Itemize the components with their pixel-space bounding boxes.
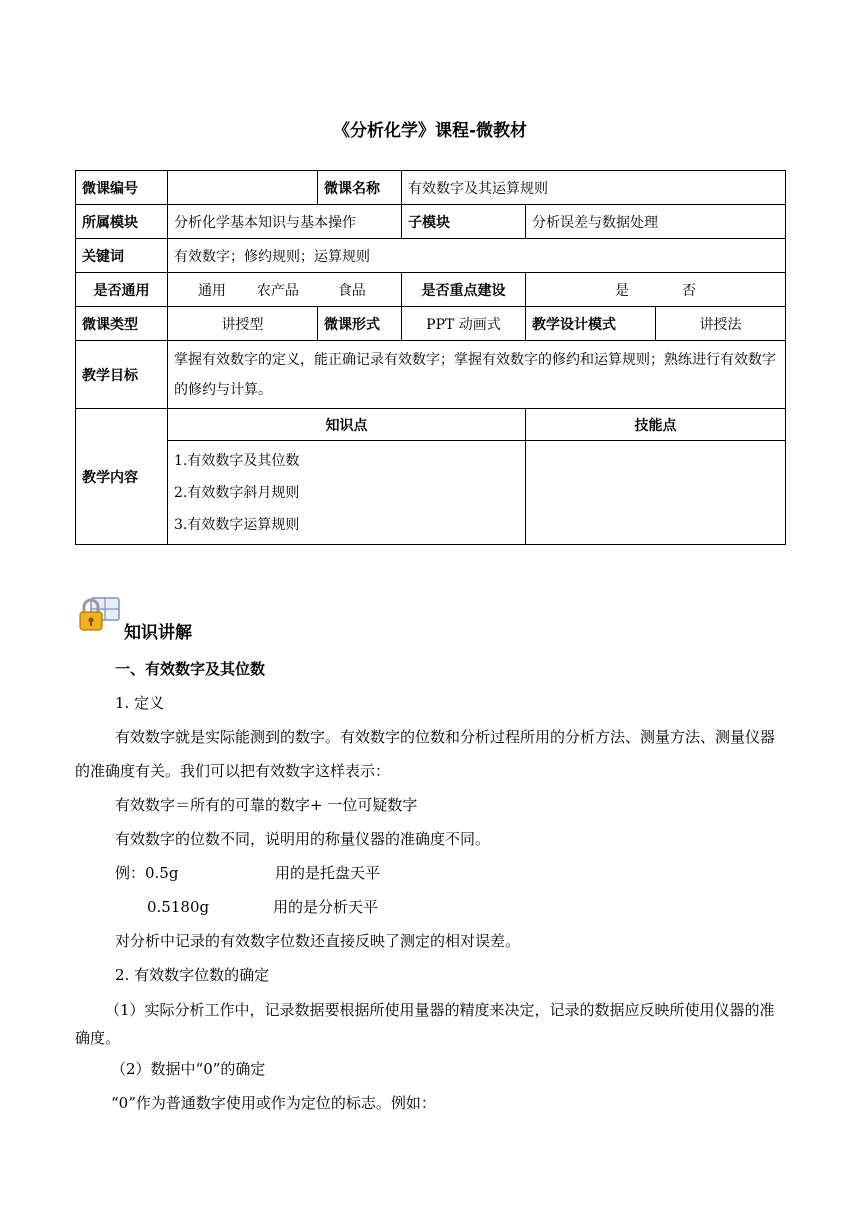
paragraph: 有效数字就是实际能测到的数字。有效数字的位数和分析过程所用的分析方法、测量方法、测量仪器的准确度有关。我们可以把有效数字这样表示：: [75, 728, 776, 780]
example-desc: 用的是分析天平: [273, 898, 379, 916]
label-course-type: 微课类型: [76, 307, 168, 341]
example-line: [75, 856, 787, 890]
table-row: [76, 441, 786, 545]
paragraph: 有效数字的位数不同，说明用的称量仪器的准确度不同。: [115, 830, 491, 848]
example-desc: 用的是托盘天平: [275, 864, 381, 882]
table-row: [76, 341, 786, 409]
value-general-options: [168, 273, 402, 307]
option-no: 否: [681, 282, 696, 299]
label-submodule: 子模块: [402, 205, 526, 239]
lock-book-icon: [77, 594, 125, 634]
value-key-construction: [526, 273, 786, 307]
example-line: [75, 890, 787, 924]
label-keywords: 关键词: [76, 239, 168, 273]
paragraph: （2）数据中“0”的确定: [111, 1060, 266, 1078]
document-title: 《分析化学》课程-微教材: [332, 121, 528, 141]
value-keywords: 有效数字；修约规则；运算规则: [168, 239, 786, 273]
list-item: 1.有效数字及其位数: [174, 452, 300, 469]
label-key-construction: 是否重点建设: [402, 273, 526, 307]
option-yes: 是: [615, 282, 630, 299]
label-design-mode: 教学设计模式: [526, 307, 656, 341]
table-row: [76, 205, 786, 239]
header-knowledge-points: 知识点: [168, 409, 526, 441]
table-row: [76, 273, 786, 307]
heading-significant-figures: 一、有效数字及其位数: [115, 660, 266, 678]
paragraph: 有效数字＝所有的可靠的数字+ 一位可疑数字: [115, 796, 418, 814]
subheading-determination: 2. 有效数字位数的确定: [115, 966, 270, 984]
label-module: 所属模块: [76, 205, 168, 239]
value-course-type: 讲授型: [168, 307, 318, 341]
paragraph: 对分析中记录的有效数字位数还直接反映了测定的相对误差。: [115, 932, 521, 950]
paragraph: （1）实际分析工作中，记录数据要根据所使用量器的精度来决定，记录的数据应反映所使用仪器的准确度。: [75, 1001, 775, 1047]
label-course-form: 微课形式: [318, 307, 402, 341]
option-general: 通用: [198, 282, 226, 299]
example-value: 例：0.5g: [115, 864, 179, 882]
skill-points-cell: [526, 441, 786, 545]
paragraph: “0”作为普通数字使用或作为定位的标志。例如：: [111, 1094, 436, 1112]
example-value: 0.5180g: [147, 898, 210, 916]
value-module: 分析化学基本知识与基本操作: [168, 205, 402, 239]
table-row: [76, 239, 786, 273]
option-food: 食品: [337, 282, 366, 299]
label-teaching-content: 教学内容: [76, 409, 168, 545]
knowledge-points-list: [168, 441, 526, 545]
header-skill-points: 技能点: [526, 409, 786, 441]
option-agri: 农产品: [256, 282, 299, 299]
list-item: 3.有效数字运算规则: [174, 516, 300, 533]
value-teaching-goal: 掌握有效数字的定义，能正确记录有效数字；掌握有效数字的修约和运算规则；熟练进行有效数字的修约与计算。: [168, 341, 786, 409]
table-row: [76, 307, 786, 341]
section-body: [75, 652, 787, 1120]
value-course-name: 有效数字及其运算规则: [402, 171, 786, 205]
value-course-form: PPT 动画式: [402, 307, 526, 341]
list-item: 2.有效数字斜月规则: [174, 484, 300, 501]
label-course-name: 微课名称: [318, 171, 402, 205]
value-design-mode: 讲授法: [656, 307, 786, 341]
value-course-id: [168, 171, 318, 205]
table-row: [76, 171, 786, 205]
label-teaching-goal: 教学目标: [76, 341, 168, 409]
table-row: [76, 409, 786, 441]
label-course-id: 微课编号: [76, 171, 168, 205]
section-title: 知识讲解: [124, 623, 192, 643]
course-info-table: [75, 170, 786, 545]
value-submodule: 分析误差与数据处理: [526, 205, 786, 239]
subheading-definition: 1. 定义: [115, 694, 165, 712]
label-general: 是否通用: [76, 273, 168, 307]
